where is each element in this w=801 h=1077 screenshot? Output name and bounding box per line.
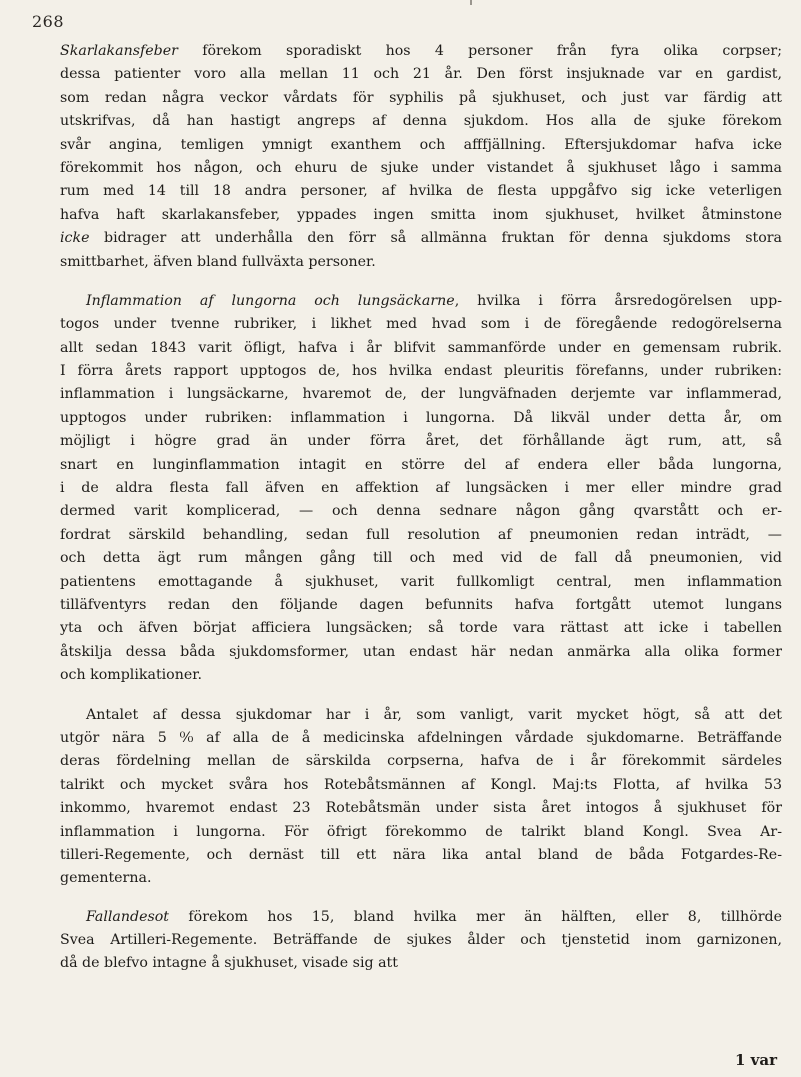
line-text: svår angina, temligen ymnigt exanthem och afffjällning. Eftersjukdomar hafva icke [60,136,782,153]
text-line [60,571,782,594]
italic-heading: Skarlakansfeber [60,43,178,59]
text-line [60,180,782,203]
line-text: förekommit hos någon, och ehuru de sjuke under vistandet å sjukhuset lågo i samma [60,159,782,176]
text-line [60,797,782,820]
paragraph [60,906,782,976]
line-text: och komplikationer. [60,667,202,684]
line-text: förekom hos 15, bland hvilka mer än hälften, eller 8, tillhörde [169,908,782,925]
text-line [60,750,782,773]
line-text: bidrager att underhålla den förr så allmänna fruktan för denna sjukdoms stora [89,230,782,247]
line-text: som redan några veckor vårdats för syphilis på sjukhuset, och just var färdig att [60,89,782,106]
text-line [60,110,782,133]
line-text: togos under tvenne rubriker, i likhet med hvad som i de föregående redogörelserna [60,316,782,333]
line-text: utskrifvas, då han hastigt angreps af denna sjukdom. Hos alla de sjuke förekom [60,113,782,130]
line-text: allt sedan 1843 varit öfligt, hafva i år blifvit sammanförde under en gemensam rubrik. [60,339,782,356]
scan-mark [470,0,472,5]
line-text: och detta ägt rum mången gång till och med vid de fall då pneumonien, vid [60,550,782,567]
line-text: smittbarhet, äfven bland fullväxta personer. [60,253,376,270]
text-line [60,500,782,523]
line-text: I förra årets rapport upptogos de, hos hvilka endast pleuritis förefanns, under rubriken: [60,363,782,380]
text-line [60,337,782,360]
text-line [60,844,782,867]
text-line [60,821,782,844]
text-line [60,704,782,727]
line-text: deras fördelning mellan de särskilda corpserna, hafva de i år förekommit särdeles [60,753,782,770]
text-line [60,313,782,336]
text-line [60,157,782,180]
body-text [60,40,782,976]
text-line [60,929,782,952]
text-line [60,40,782,63]
text-line [60,547,782,570]
paragraph-gap [60,274,782,290]
line-text: rum med 14 till 18 andra personer, af hvilka de flesta uppgåfvo sig icke veterligen [60,183,782,200]
line-text: dessa patienter voro alla mellan 11 och 21 år. Den först insjuknade var en gardist, [60,66,782,83]
paragraph [60,40,782,274]
text-line [60,774,782,797]
line-text: tilläfventyrs redan den följande dagen befunnits hafva fortgått utemot lungans [60,596,782,613]
line-text: möjligt i högre grad än under förra året, det förhållande ägt rum, att, så [60,433,782,450]
text-line [60,430,782,453]
line-text: inkommo, hvaremot endast 23 Rotebåtsmän under sista året intogos å sjukhuset för [60,800,782,817]
italic-heading: icke [60,230,90,247]
text-line [60,867,782,890]
text-line [60,227,782,250]
paragraph [60,290,782,688]
line-text: förekom sporadiskt hos 4 personer från fyra olika corpser; [177,43,782,59]
catchword: 1 var [735,1051,777,1069]
line-text: inflammation i lungorna. För öfrigt förekommo de talrikt bland Kongl. Svea Ar- [60,823,782,840]
text-line [60,664,782,687]
text-line [60,407,782,430]
line-text: yta och äfven börjat afficiera lungsäcken; så torde vara rättast att icke i tabellen [60,620,782,637]
text-line [60,204,782,227]
line-text: gementerna. [60,870,152,887]
text-line [60,617,782,640]
paragraph-gap [60,688,782,704]
text-line [60,63,782,86]
line-text: patientens emottagande å sjukhuset, varit fullkomligt central, men inflammation [60,573,782,590]
paragraph-gap [60,891,782,906]
line-text: utgör nära 5 ⁰⁄₀ af alla de å medicinska afdelningen vårdade sjukdomarne. Beträffande [60,729,782,746]
line-text: dermed varit komplicerad, — och denna sednare någon gång qvarstått och er- [60,503,782,520]
text-line [60,87,782,110]
line-text: Antalet af dessa sjukdomar har i år, som vanligt, varit mycket högt, så att det [86,706,782,723]
text-line [60,360,782,383]
text-line [60,641,782,664]
page-number: 268 [32,12,65,31]
line-text: då de blefvo intagne å sjukhuset, visade sig att [60,955,398,972]
italic-heading: Inflammation af lungorna och lungsäckarne [86,292,455,309]
text-line [60,524,782,547]
text-line [60,454,782,477]
line-text: tilleri-Regemente, och dernäst till ett nära lika antal bland de båda Fotgardes-Re- [60,846,782,863]
text-line [60,952,782,975]
text-line [60,251,782,274]
line-text: hafva haft skarlakansfeber, yppades ingen smitta inom sjukhuset, hvilket åtminstone [60,206,782,223]
text-line [60,477,782,500]
text-line [60,727,782,750]
line-text: snart en lunginflammation intagit en större del af endera eller båda lungorna, [60,456,782,473]
text-line [60,594,782,617]
line-text: fordrat särskild behandling, sedan full resolution af pneumonien redan inträdt, — [60,526,782,543]
line-text: Svea Artilleri-Regemente. Beträffande de sjukes ålder och tjenstetid inom garnizonen, [60,932,782,949]
text-line [60,383,782,406]
line-text: upptogos under rubriken: inflammation i lungorna. Då likväl under detta år, om [60,409,782,426]
line-text: åtskilja dessa båda sjukdomsformer, utan endast här nedan anmärka alla olika former [60,643,782,660]
italic-heading: Fallandesot [86,908,170,925]
text-line [60,134,782,157]
line-text: talrikt och mycket svåra hos Rotebåtsmännen af Kongl. Maj:ts Flotta, af hvilka 53 [60,776,782,793]
line-text: i de aldra flesta fall äfven en affektion af lungsäcken i mer eller mindre grad [60,480,782,497]
paragraph [60,704,782,891]
text-line [60,906,782,929]
text-line [60,290,782,313]
line-text: inflammation i lungsäckarne, hvaremot de, der lungväfnaden derjemte var inflammerad, [60,386,782,403]
line-text: , hvilka i förra årsredogörelsen upp- [454,292,782,309]
